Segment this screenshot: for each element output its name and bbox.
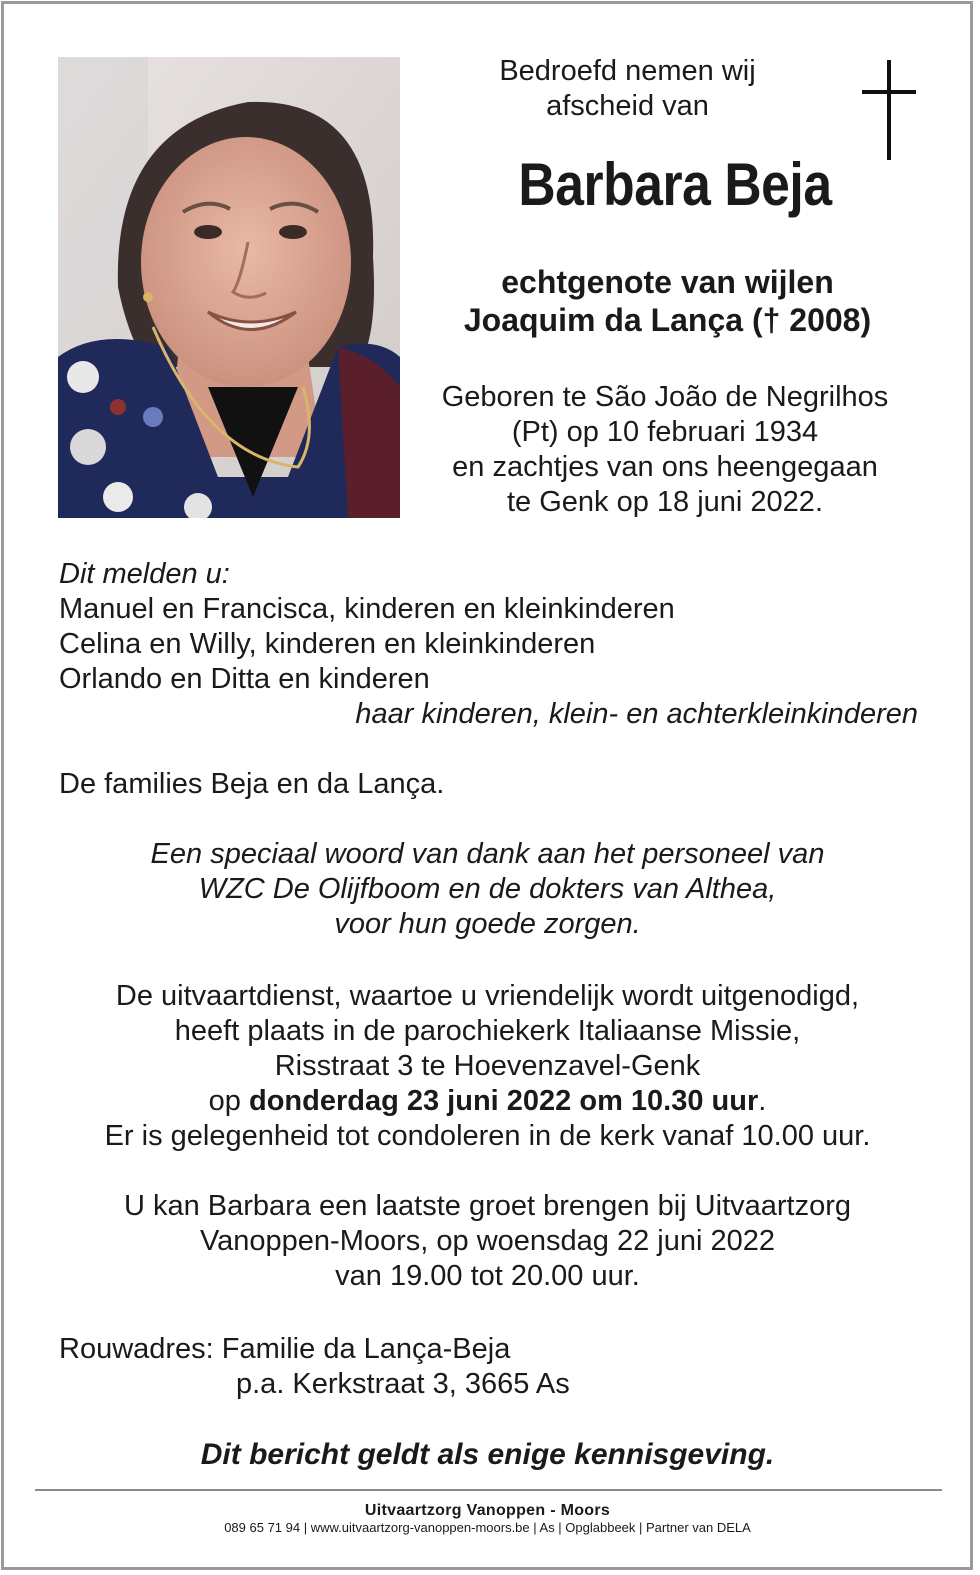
service-line: heeft plaats in de parochiekerk Italiaanse Missie, [174, 1015, 801, 1047]
announcers-list [59, 557, 675, 697]
spouse-line: echtgenote van wijlen [501, 264, 834, 300]
cross-icon [860, 60, 920, 160]
spouse-text [420, 263, 915, 339]
intro-text [445, 54, 810, 124]
address-line: Rouwadres: Familie da Lança-Beja [59, 1333, 511, 1365]
birth-death-text [410, 380, 920, 520]
footer-title: Uitvaartzorg Vanoppen - Moors [364, 1502, 611, 1519]
thanks-line: Een speciaal woord van dank aan het personeel van [150, 838, 825, 870]
visit-line: van 19.00 tot 20.00 uur. [335, 1260, 640, 1292]
intro-line: afscheid van [546, 90, 709, 122]
deceased-name: Barbara Beja [518, 151, 832, 218]
footer-info: 089 65 71 94 | www.uitvaartzorg-vanoppen-moors.be | As | Opglabbeek | Partner van DELA [224, 1520, 751, 1535]
born-line: en zachtjes van ons heengegaan [452, 451, 878, 483]
intro-line: Bedroefd nemen wij [499, 55, 756, 87]
service-line: De uitvaartdienst, waartoe u vriendelijk wordt uitgenodigd, [115, 980, 860, 1012]
thanks-line: voor hun goede zorgen. [334, 908, 641, 940]
spouse-line: Joaquim da Lança († 2008) [463, 302, 872, 338]
announcer-line: Celina en Willy, kinderen en kleinkinderen [59, 628, 596, 660]
service-date-suffix: . [758, 1085, 767, 1117]
thanks-text [40, 837, 935, 942]
families-line: De families Beja en da Lança. [59, 768, 445, 800]
notice-text: Dit bericht geldt als enige kennisgeving. [200, 1438, 775, 1471]
portrait-illustration [58, 57, 400, 518]
visit-line: U kan Barbara een laatste groet brengen bij Uitvaartzorg [123, 1190, 852, 1222]
address-line: p.a. Kerkstraat 3, 3665 As [236, 1368, 570, 1400]
announcer-line: Orlando en Ditta en kinderen [59, 663, 430, 695]
visit-text [40, 1189, 935, 1294]
portrait-photo [58, 57, 400, 518]
visit-line: Vanoppen-Moors, op woensdag 22 juni 2022 [199, 1225, 776, 1257]
footer-divider [35, 1489, 942, 1491]
mourning-address [59, 1332, 570, 1402]
service-text [40, 979, 935, 1154]
announcer-line: Manuel en Francisca, kinderen en kleinkinderen [59, 593, 675, 625]
service-line: Risstraat 3 te Hoevenzavel-Genk [274, 1050, 701, 1082]
grandchildren-line: haar kinderen, klein- en achterkleinkinderen [355, 698, 918, 730]
born-line: (Pt) op 10 februari 1934 [511, 416, 819, 448]
thanks-line: WZC De Olijfboom en de dokters van Althea, [198, 873, 777, 905]
announcers-heading: Dit melden u: [59, 558, 230, 590]
service-date: donderdag 23 juni 2022 om 10.30 uur [248, 1085, 759, 1117]
born-line: Geboren te São João de Negrilhos [441, 381, 889, 413]
service-line: Er is gelegenheid tot condoleren in de kerk vanaf 10.00 uur. [104, 1120, 871, 1152]
service-date-line [40, 1084, 935, 1119]
born-line: te Genk op 18 juni 2022. [506, 486, 823, 518]
service-date-prefix: op [208, 1085, 249, 1117]
